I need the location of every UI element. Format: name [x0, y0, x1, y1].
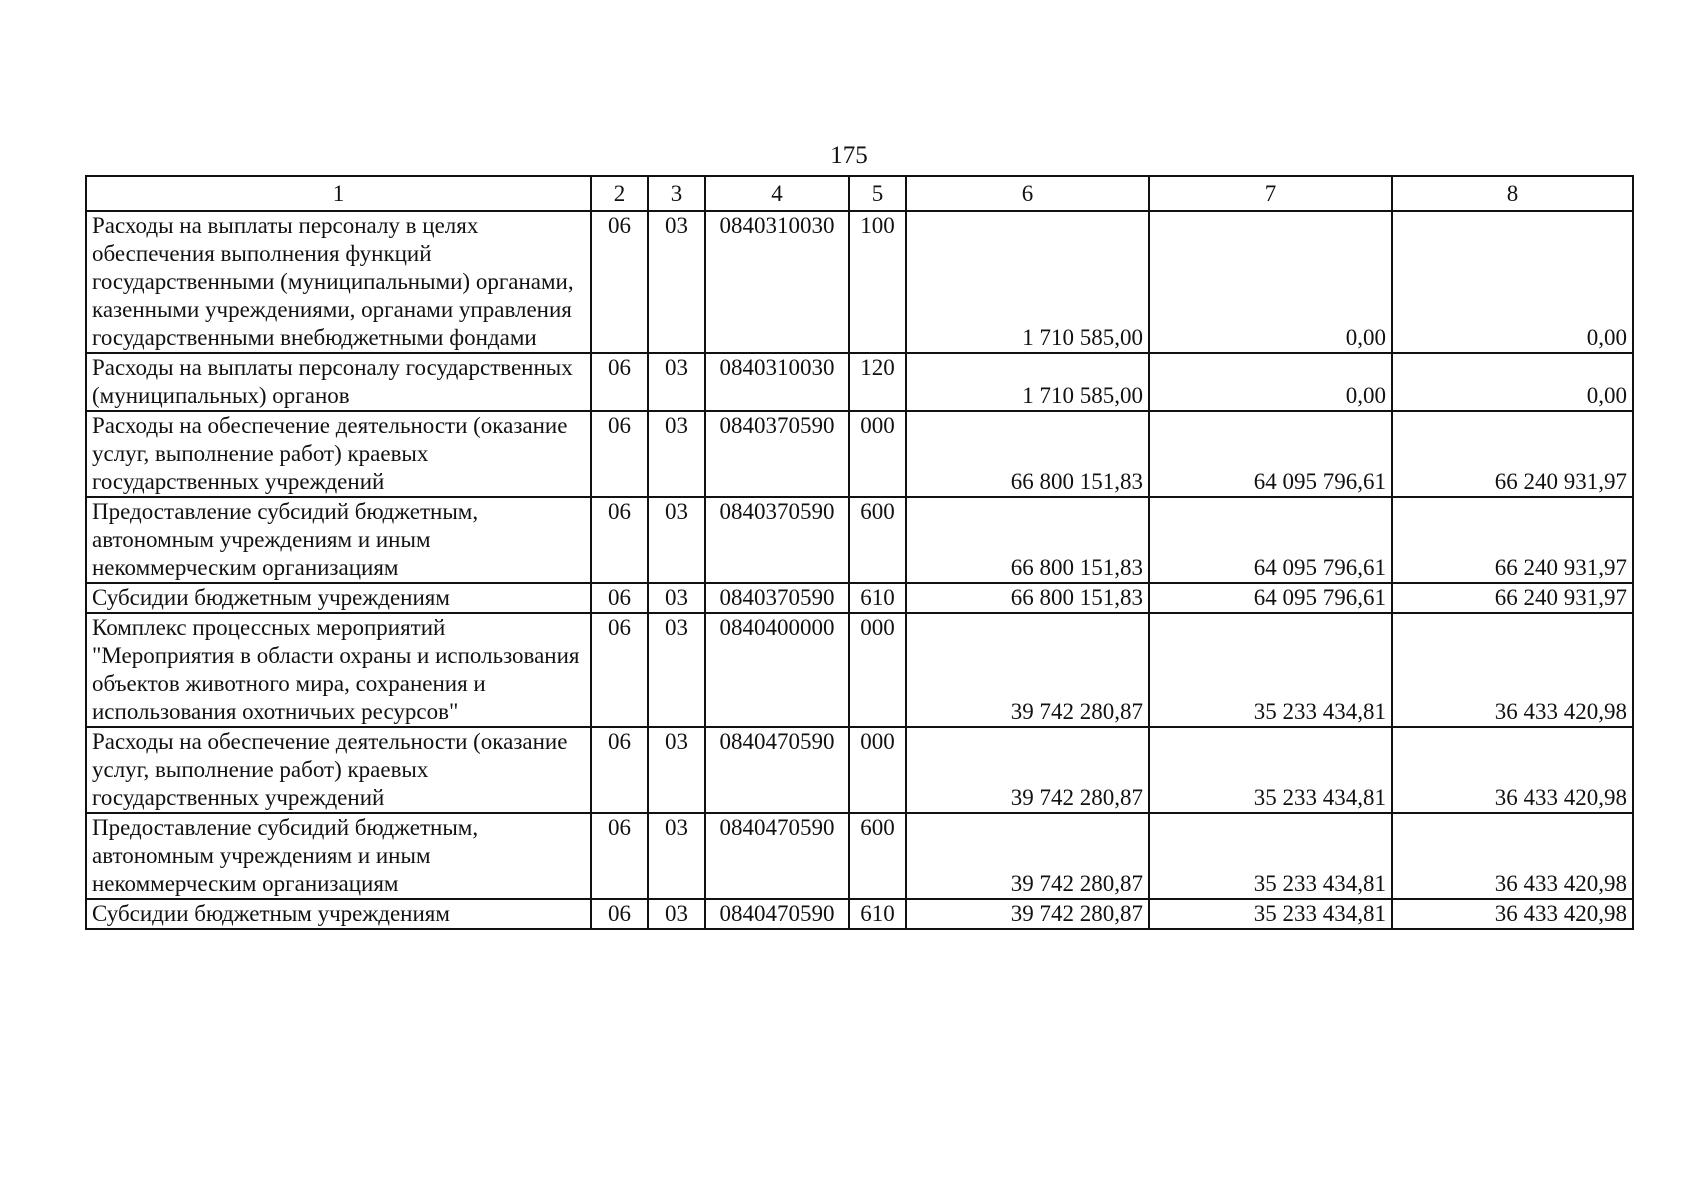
table-row: [86, 353, 1633, 411]
amount-col-8: 0,00: [1392, 353, 1633, 411]
subsection-code: 03: [648, 497, 705, 583]
header-cell: 4: [705, 176, 849, 211]
row-name: Расходы на обеспечение деятельности (оказание услуг, выполнение работ) краевых государственных учреждений: [86, 411, 591, 497]
table-row: [86, 899, 1633, 929]
row-name: Расходы на выплаты персоналу в целях обеспечения выполнения функций государственными (муниципальными) органами, казенными учреждениями, органами управления государственными внебюджетными фондами: [86, 211, 591, 353]
amount-col-6: 66 800 151,83: [906, 583, 1149, 613]
budget-table: [85, 175, 1634, 930]
target-article-code: 0840470590: [705, 813, 849, 899]
subsection-code: 03: [648, 211, 705, 353]
amount-col-7: 64 095 796,61: [1149, 583, 1392, 613]
row-name: Комплекс процессных мероприятий "Мероприятия в области охраны и использования объектов животного мира, сохранения и использования охотничьих ресурсов": [86, 613, 591, 727]
row-name: Субсидии бюджетным учреждениям: [86, 583, 591, 613]
amount-col-7: 35 233 434,81: [1149, 813, 1392, 899]
amount-col-8: 0,00: [1392, 211, 1633, 353]
amount-col-8: 36 433 420,98: [1392, 727, 1633, 813]
subsection-code: 03: [648, 813, 705, 899]
amount-col-7: 64 095 796,61: [1149, 497, 1392, 583]
row-name: Расходы на выплаты персоналу государственных (муниципальных) органов: [86, 353, 591, 411]
target-article-code: 0840370590: [705, 411, 849, 497]
target-article-code: 0840310030: [705, 353, 849, 411]
table-header-row: [86, 176, 1633, 211]
header-cell: 7: [1149, 176, 1392, 211]
table-row: [86, 211, 1633, 353]
target-article-code: 0840370590: [705, 497, 849, 583]
section-code: 06: [591, 497, 648, 583]
target-article-code: 0840470590: [705, 899, 849, 929]
amount-col-6: 1 710 585,00: [906, 353, 1149, 411]
header-cell: 6: [906, 176, 1149, 211]
subsection-code: 03: [648, 583, 705, 613]
amount-col-7: 0,00: [1149, 211, 1392, 353]
expense-type-code: 100: [849, 211, 906, 353]
section-code: 06: [591, 899, 648, 929]
subsection-code: 03: [648, 727, 705, 813]
expense-type-code: 000: [849, 411, 906, 497]
section-code: 06: [591, 727, 648, 813]
amount-col-8: 66 240 931,97: [1392, 583, 1633, 613]
subsection-code: 03: [648, 411, 705, 497]
table-row: [86, 813, 1633, 899]
amount-col-8: 66 240 931,97: [1392, 497, 1633, 583]
header-cell: 5: [849, 176, 906, 211]
page-number: 175: [830, 142, 868, 169]
expense-type-code: 610: [849, 899, 906, 929]
expense-type-code: 000: [849, 727, 906, 813]
section-code: 06: [591, 613, 648, 727]
header-cell: 8: [1392, 176, 1633, 211]
header-cell: 3: [648, 176, 705, 211]
amount-col-8: 66 240 931,97: [1392, 411, 1633, 497]
target-article-code: 0840370590: [705, 583, 849, 613]
expense-type-code: 000: [849, 613, 906, 727]
amount-col-6: 39 742 280,87: [906, 899, 1149, 929]
section-code: 06: [591, 411, 648, 497]
expense-type-code: 610: [849, 583, 906, 613]
amount-col-8: 36 433 420,98: [1392, 613, 1633, 727]
section-code: 06: [591, 211, 648, 353]
section-code: 06: [591, 583, 648, 613]
amount-col-6: 1 710 585,00: [906, 211, 1149, 353]
target-article-code: 0840470590: [705, 727, 849, 813]
section-code: 06: [591, 353, 648, 411]
amount-col-6: 66 800 151,83: [906, 497, 1149, 583]
target-article-code: 0840310030: [705, 211, 849, 353]
table-row: [86, 727, 1633, 813]
section-code: 06: [591, 813, 648, 899]
row-name: Предоставление субсидий бюджетным, автономным учреждениям и иным некоммерческим организациям: [86, 813, 591, 899]
amount-col-7: 0,00: [1149, 353, 1392, 411]
header-cell: 2: [591, 176, 648, 211]
amount-col-8: 36 433 420,98: [1392, 899, 1633, 929]
header-cell: 1: [86, 176, 591, 211]
row-name: Субсидии бюджетным учреждениям: [86, 899, 591, 929]
expense-type-code: 120: [849, 353, 906, 411]
expense-type-code: 600: [849, 813, 906, 899]
amount-col-6: 39 742 280,87: [906, 727, 1149, 813]
subsection-code: 03: [648, 613, 705, 727]
amount-col-7: 35 233 434,81: [1149, 613, 1392, 727]
amount-col-7: 35 233 434,81: [1149, 727, 1392, 813]
table-row: [86, 583, 1633, 613]
amount-col-7: 64 095 796,61: [1149, 411, 1392, 497]
subsection-code: 03: [648, 899, 705, 929]
row-name: Предоставление субсидий бюджетным, автономным учреждениям и иным некоммерческим организациям: [86, 497, 591, 583]
amount-col-6: 66 800 151,83: [906, 411, 1149, 497]
table-row: [86, 613, 1633, 727]
row-name: Расходы на обеспечение деятельности (оказание услуг, выполнение работ) краевых государственных учреждений: [86, 727, 591, 813]
amount-col-8: 36 433 420,98: [1392, 813, 1633, 899]
table-row: [86, 497, 1633, 583]
expense-type-code: 600: [849, 497, 906, 583]
amount-col-6: 39 742 280,87: [906, 813, 1149, 899]
subsection-code: 03: [648, 353, 705, 411]
target-article-code: 0840400000: [705, 613, 849, 727]
amount-col-6: 39 742 280,87: [906, 613, 1149, 727]
amount-col-7: 35 233 434,81: [1149, 899, 1392, 929]
table-row: [86, 411, 1633, 497]
